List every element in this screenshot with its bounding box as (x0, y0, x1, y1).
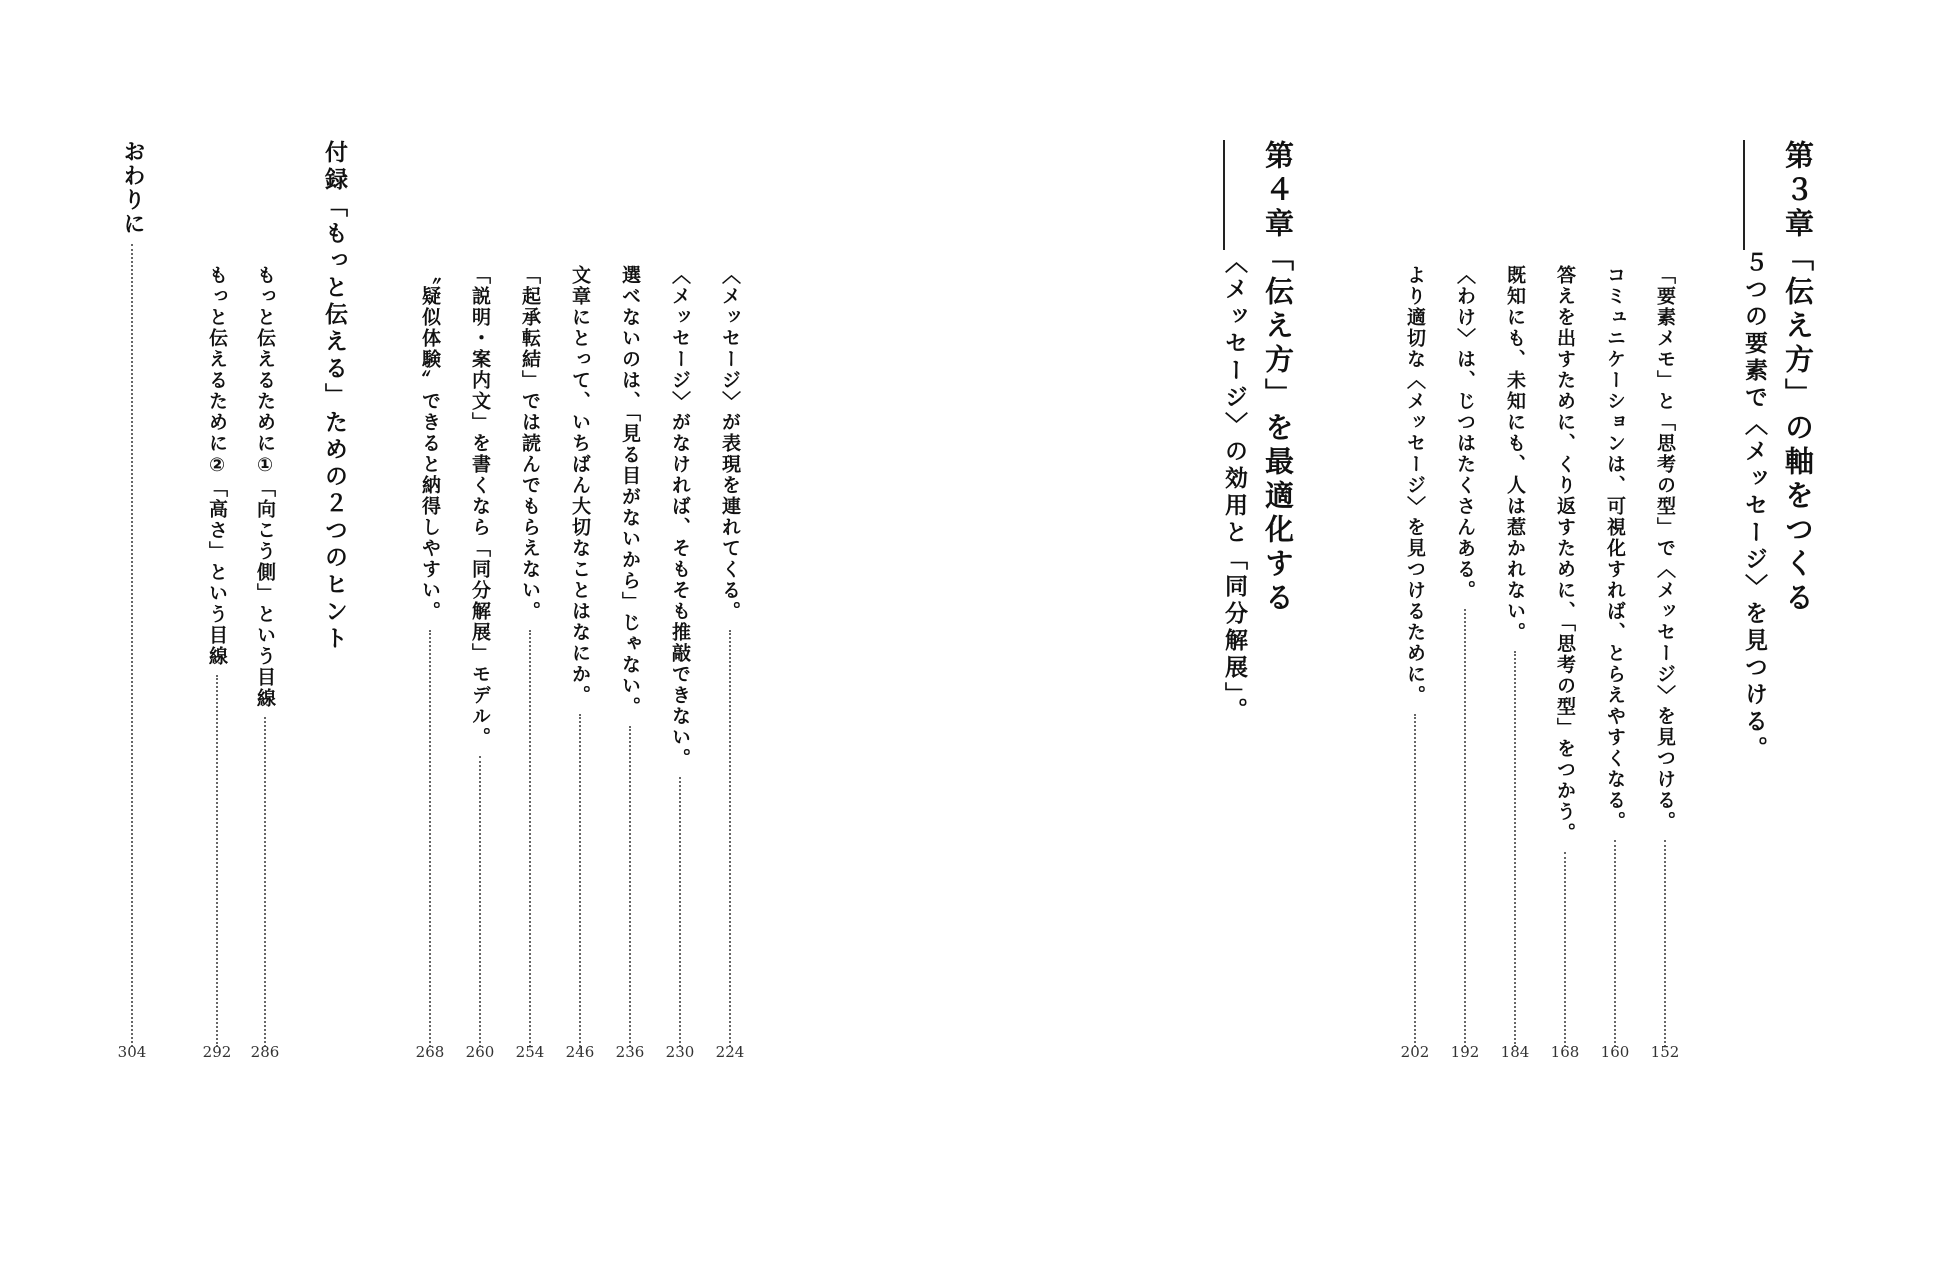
chapter4-rule (1223, 140, 1225, 250)
chapter3-subtitle: ５つの要素で〈メッセージ〉を見つける。 (1741, 250, 1767, 763)
dot-leader (679, 777, 681, 1047)
dot-leader (429, 630, 431, 1047)
toc-entry-label: 答えを出すために、くり返すために、「思考の型」をつかう。 (1554, 265, 1576, 844)
toc-entry-label: もっと伝えるために②「高さ」という目線 (206, 265, 228, 667)
toc-entry[interactable] (666, 265, 694, 1055)
dot-leader (629, 726, 631, 1048)
toc-entry-label: コミュニケーションは、可視化すれば、とらえやすくなる。 (1604, 265, 1626, 832)
toc-page-number: 236 (615, 1043, 645, 1061)
dot-leader (216, 675, 218, 1047)
dot-leader (529, 630, 531, 1047)
toc-entry[interactable] (416, 265, 444, 1055)
dot-leader (729, 630, 731, 1047)
toc-page-number: 192 (1450, 1043, 1480, 1061)
chapter4-title: 第４章「伝え方」を最適化する (1261, 140, 1295, 616)
dot-leader (1464, 609, 1466, 1047)
dot-leader (479, 756, 481, 1047)
toc-entry[interactable] (251, 265, 279, 1055)
toc-entry[interactable] (1601, 265, 1629, 1055)
toc-entry-label: 選べないのは、「見る目がないから」じゃない。 (619, 265, 641, 718)
toc-entry[interactable] (516, 265, 544, 1055)
toc-page-number: 254 (515, 1043, 545, 1061)
toc-page-number: 246 (565, 1043, 595, 1061)
toc-entry[interactable] (203, 265, 231, 1055)
toc-entry[interactable] (1451, 265, 1479, 1055)
toc-entry[interactable] (1401, 265, 1429, 1055)
toc-entry-label: より適切な〈メッセージ〉を見つけるために。 (1404, 265, 1426, 706)
dot-leader (1614, 840, 1616, 1047)
toc-page-number: 304 (117, 1043, 147, 1061)
toc-entry-label: もっと伝えるために①「向こう側」という目線 (254, 265, 276, 709)
dot-leader (1414, 714, 1416, 1047)
dot-leader (1514, 651, 1516, 1047)
toc-entry-label: 「説明・案内文」を書くなら「同分解展」モデル。 (469, 265, 491, 748)
toc-entry-label: 〝疑似体験〟できると納得しやすい。 (419, 265, 441, 622)
toc-entry-closing[interactable] (118, 140, 146, 1055)
toc-entry-label: 〈メッセージ〉がなければ、そもそも推敲できない。 (669, 265, 691, 769)
toc-entry[interactable] (716, 265, 744, 1055)
chapter3-rule (1743, 140, 1745, 250)
toc-page-number: 292 (202, 1043, 232, 1061)
toc-entry-label: 「要素メモ」と「思考の型」で〈メッセージ〉を見つける。 (1654, 265, 1676, 832)
toc-page-number: 152 (1650, 1043, 1680, 1061)
toc-entry[interactable] (566, 265, 594, 1055)
toc-entry-label: 既知にも、未知にも、人は惹かれない。 (1504, 265, 1526, 643)
dot-leader (1564, 852, 1566, 1048)
toc-entry[interactable] (1651, 265, 1679, 1055)
toc-page-number: 224 (715, 1043, 745, 1061)
chapter3-title: 第３章「伝え方」の軸をつくる (1781, 140, 1815, 616)
toc-page-number: 202 (1400, 1043, 1430, 1061)
toc-entry[interactable] (616, 265, 644, 1055)
dot-leader (131, 244, 133, 1047)
toc-page-number: 184 (1500, 1043, 1530, 1061)
toc-entry-label: 〈メッセージ〉が表現を連れてくる。 (719, 265, 741, 622)
toc-entry-label: 「起承転結」では読んでもらえない。 (519, 265, 541, 622)
toc-page-number: 260 (465, 1043, 495, 1061)
dot-leader (1664, 840, 1666, 1047)
toc-page-number: 160 (1600, 1043, 1630, 1061)
chapter4-subtitle: 〈メッセージ〉の効用と「同分解展」。 (1221, 250, 1247, 725)
dot-leader (264, 717, 266, 1047)
toc-page-number: 230 (665, 1043, 695, 1061)
toc-entry[interactable] (1501, 265, 1529, 1055)
toc-entry[interactable] (1551, 265, 1579, 1055)
toc-entry[interactable] (466, 265, 494, 1055)
appendix-title: 付録「もっと伝える」ための２つのヒント (321, 140, 347, 653)
closing-title: おわりに (120, 140, 145, 236)
toc-page-number: 286 (250, 1043, 280, 1061)
toc-entry-label: 〈わけ〉は、じつはたくさんある。 (1454, 265, 1476, 601)
dot-leader (579, 714, 581, 1047)
toc-page-number: 168 (1550, 1043, 1580, 1061)
toc-page-number: 268 (415, 1043, 445, 1061)
toc-entry-label: 文章にとって、いちばん大切なことはなにか。 (569, 265, 591, 706)
